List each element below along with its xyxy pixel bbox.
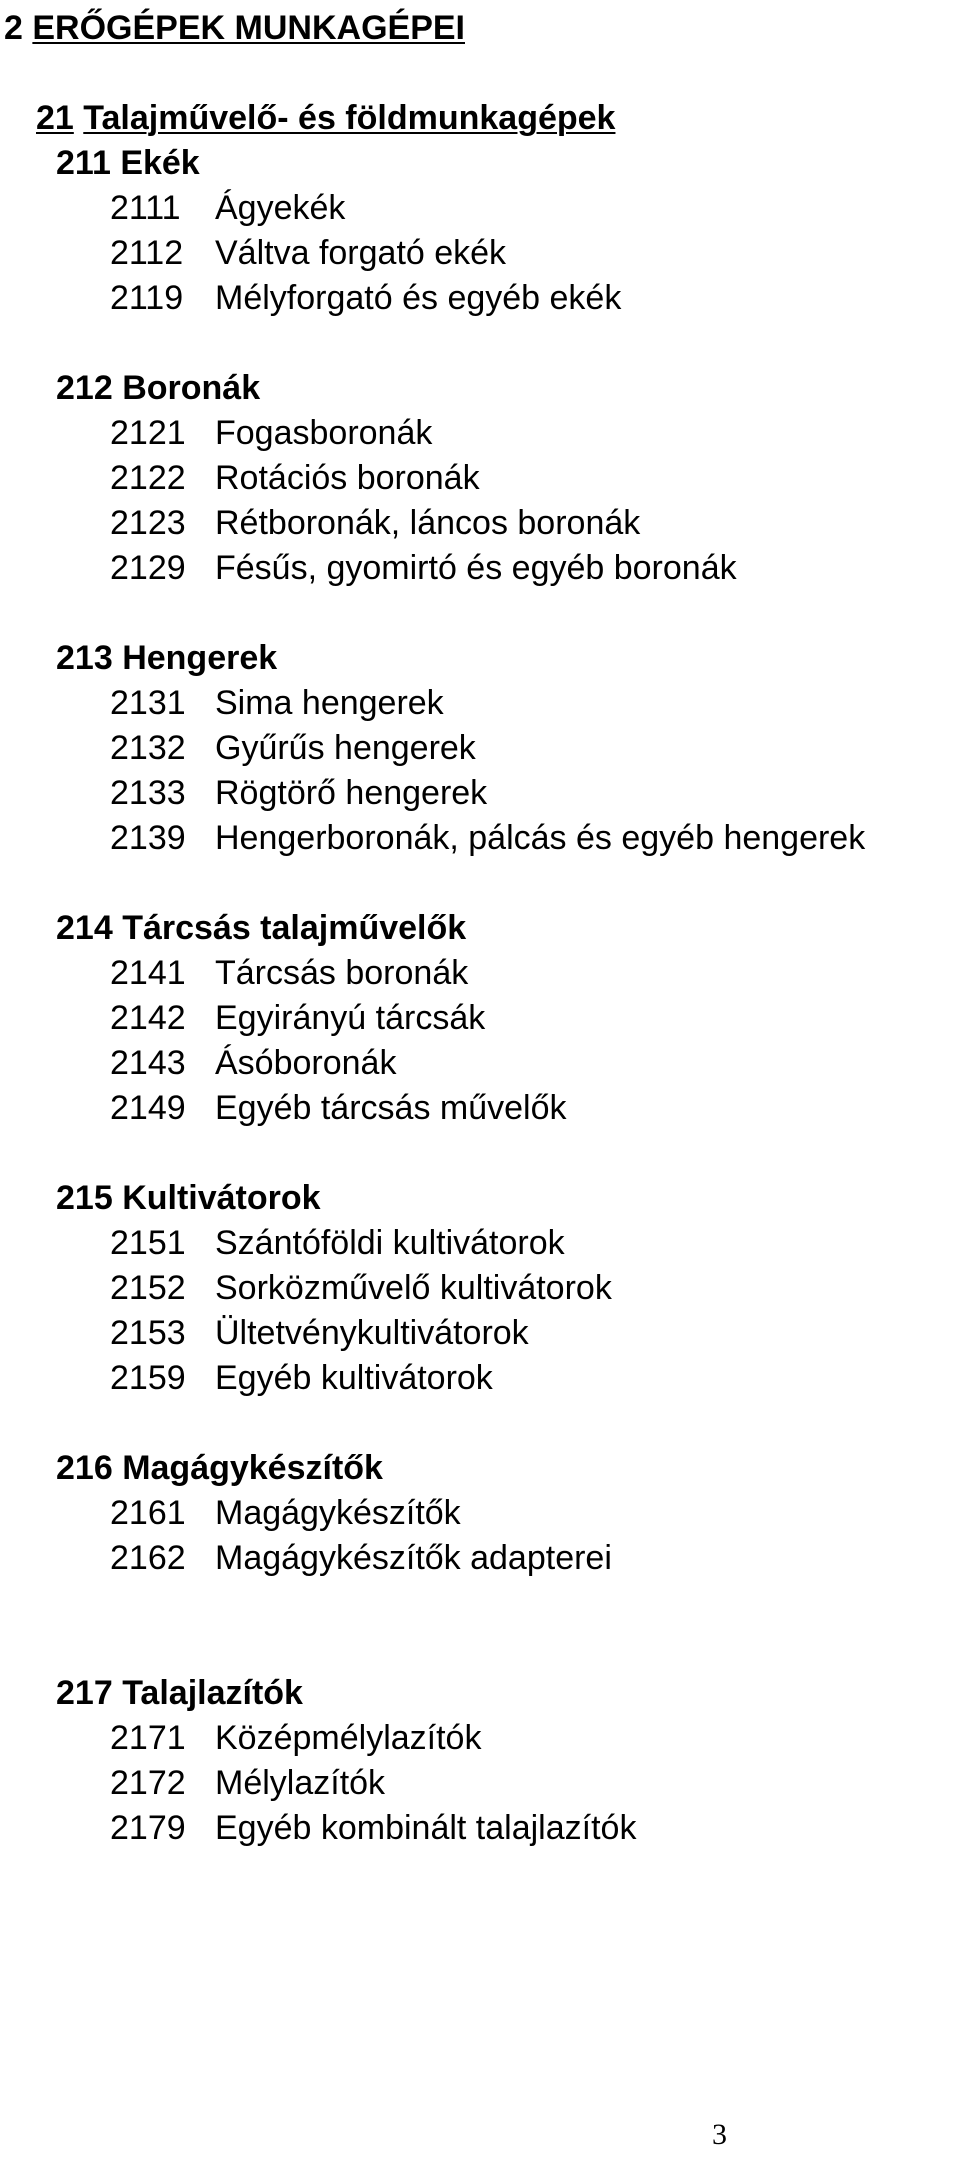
item-label: Ásóboronák <box>215 1044 397 1082</box>
list-item <box>110 1266 960 1311</box>
item-code: 2121 <box>110 414 186 452</box>
list-item <box>110 726 960 771</box>
outline <box>0 96 960 1851</box>
list-item <box>110 546 960 591</box>
item-label: Sima hengerek <box>215 684 444 722</box>
group-code: 216 <box>56 1449 113 1487</box>
list-item <box>110 1086 960 1131</box>
item-label: Magágykészítők adapterei <box>215 1539 612 1577</box>
item-label: Tárcsás boronák <box>215 954 469 992</box>
item-code: 2133 <box>110 774 186 812</box>
item-code: 2162 <box>110 1539 186 1577</box>
item-code: 2131 <box>110 684 186 722</box>
item-label: Ágyekék <box>215 189 346 227</box>
group-title: Hengerek <box>122 639 278 677</box>
item-code: 2129 <box>110 549 186 587</box>
group-code: 217 <box>56 1674 113 1712</box>
item-label: Hengerboronák, pálcás és egyéb hengerek <box>215 819 866 857</box>
item-code: 2179 <box>110 1809 186 1847</box>
list-item <box>110 1716 960 1761</box>
list-item <box>110 276 960 321</box>
group-title: Magágykészítők <box>122 1449 383 1487</box>
list-item <box>110 411 960 456</box>
item-label: Egyéb tárcsás művelők <box>215 1089 567 1127</box>
group-211 <box>0 141 960 321</box>
group-code: 215 <box>56 1179 113 1217</box>
item-code: 2132 <box>110 729 186 767</box>
item-label: Rögtörő hengerek <box>215 774 488 812</box>
group-code: 211 <box>56 144 111 182</box>
item-code: 2142 <box>110 999 186 1037</box>
group-213 <box>0 636 960 861</box>
item-code: 2112 <box>110 234 184 272</box>
item-label: Sorközművelő kultivátorok <box>215 1269 612 1307</box>
list-item <box>110 1311 960 1356</box>
list-item <box>110 231 960 276</box>
item-code: 2152 <box>110 1269 186 1307</box>
list-item <box>110 456 960 501</box>
section-code: 21 <box>36 99 74 137</box>
item-code: 2161 <box>110 1494 186 1532</box>
item-code: 2149 <box>110 1089 186 1127</box>
item-label: Mélylazítók <box>215 1764 386 1802</box>
item-code: 2153 <box>110 1314 186 1352</box>
item-code: 2111 <box>110 189 181 227</box>
item-label: Rétboronák, láncos boronák <box>215 504 641 542</box>
list-item <box>110 1491 960 1536</box>
item-label: Középmélylazítók <box>215 1719 482 1757</box>
group-title: Boronák <box>122 369 261 407</box>
item-code: 2141 <box>110 954 186 992</box>
item-code: 2159 <box>110 1359 186 1397</box>
group-heading <box>56 636 960 681</box>
list-item <box>110 681 960 726</box>
list-item <box>110 501 960 546</box>
list-item <box>110 1041 960 1086</box>
group-title: Kultivátorok <box>122 1179 321 1217</box>
item-code: 2119 <box>110 279 184 317</box>
item-code: 2139 <box>110 819 186 857</box>
item-code: 2123 <box>110 504 186 542</box>
group-heading <box>56 1446 960 1491</box>
section-title: Talajművelő- és földmunkagépek <box>83 99 616 137</box>
list-item <box>110 771 960 816</box>
item-code: 2151 <box>110 1224 186 1262</box>
item-label: Mélyforgató és egyéb ekék <box>215 279 622 317</box>
section-heading <box>36 96 960 141</box>
chapter-title: ERŐGÉPEK MUNKAGÉPEI <box>32 9 465 47</box>
group-code: 212 <box>56 369 113 407</box>
group-code: 213 <box>56 639 113 677</box>
item-label: Egyirányú tárcsák <box>215 999 486 1037</box>
group-heading <box>56 1176 960 1221</box>
list-item <box>110 996 960 1041</box>
group-code: 214 <box>56 909 113 947</box>
list-item <box>110 1356 960 1401</box>
chapter-code: 2 <box>4 9 23 47</box>
page-number: 3 <box>712 2118 727 2151</box>
list-item <box>110 816 960 861</box>
item-label: Rotációs boronák <box>215 459 480 497</box>
list-item <box>110 186 960 231</box>
group-212 <box>0 366 960 591</box>
item-label: Gyűrűs hengerek <box>215 729 476 767</box>
group-heading <box>56 366 960 411</box>
chapter-heading <box>4 6 465 50</box>
item-label: Magágykészítők <box>215 1494 461 1532</box>
item-label: Ültetvénykultivátorok <box>215 1314 529 1352</box>
item-code: 2172 <box>110 1764 186 1802</box>
item-label: Váltva forgató ekék <box>215 234 507 272</box>
list-item <box>110 1761 960 1806</box>
group-title: Ekék <box>120 144 200 182</box>
list-item <box>110 1806 960 1851</box>
group-217 <box>0 1671 960 1851</box>
group-title: Tárcsás talajművelők <box>122 909 467 947</box>
item-code: 2143 <box>110 1044 186 1082</box>
group-heading <box>56 141 960 186</box>
group-216 <box>0 1446 960 1581</box>
item-label: Egyéb kultivátorok <box>215 1359 493 1397</box>
list-item <box>110 1536 960 1581</box>
group-title: Talajlazítók <box>122 1674 303 1712</box>
group-215 <box>0 1176 960 1401</box>
item-label: Fésűs, gyomirtó és egyéb boronák <box>215 549 737 587</box>
group-heading <box>56 906 960 951</box>
item-label: Szántóföldi kultivátorok <box>215 1224 565 1262</box>
item-code: 2122 <box>110 459 186 497</box>
group-214 <box>0 906 960 1131</box>
item-label: Egyéb kombinált talajlazítók <box>215 1809 637 1847</box>
list-item <box>110 1221 960 1266</box>
item-code: 2171 <box>110 1719 186 1757</box>
list-item <box>110 951 960 996</box>
group-heading <box>56 1671 960 1716</box>
item-label: Fogasboronák <box>215 414 433 452</box>
